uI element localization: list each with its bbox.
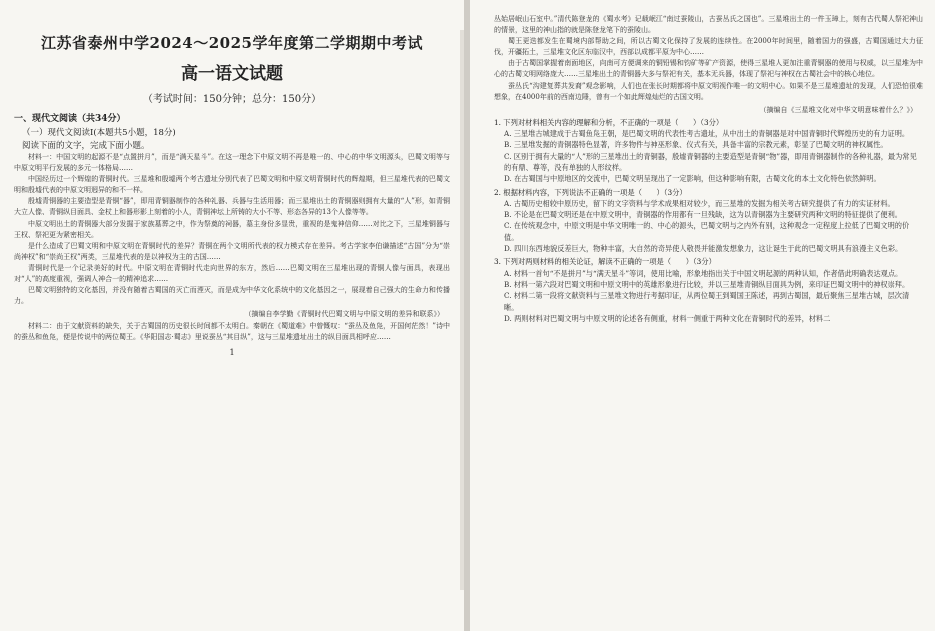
section-heading: 一、现代文阅读（共34分） (14, 114, 126, 124)
question-2: 2. 根据材料内容，下列说法不正确的一项是（ ）（3分） (494, 187, 687, 197)
option-3b: B. 材料一第六段对巴蜀文明和中原文明中的英雄形象进行比较，并以三星堆青铜纵目面具为例，来印证巴蜀文明中的神权崇拜。 (504, 279, 910, 289)
paragraph: 中国经历过一个辉煌的青铜时代。三星堆和殷墟两个考古遗址分别代表了巴蜀文明和中原文明青铜时代的辉煌期，但三星堆代表的巴蜀文明和殷墟代表的中原文明迥异的和不一样。 (14, 175, 450, 195)
option-1b: B. 三星堆发掘的青铜器特色显著，许多物件与神巫形象、仪式有关，具备丰富的宗教元素，彰显了巴蜀文明的神权属性。 (504, 140, 888, 150)
subsection-heading: （一）现代文阅读Ⅰ(本题共5小题，18分) (22, 128, 176, 138)
option-2c: C. 在传统观念中，中原文明是中华文明唯一的、中心的源头，巴蜀文明与之内外有别，这种观念一定程度上拉低了巴蜀文明的价值。 (504, 221, 910, 242)
left-page (0, 0, 464, 631)
paragraph: 材料一：中国文明的起源不是“点置拼月”，而是“满天星斗”。在这一理念下中原文明不再是唯一的、中心的中华文明源头，巴蜀文明等与中原文明平行发展的多元一体格局…… (14, 153, 450, 173)
paragraph: 中原文明出土的青铜器大部分发掘于家族墓葬之中，作为祭奠的祠器，墓主身份多显贵，重视的是鬼神信仰……对比之下，三星堆铜器与王权、祭祀更为紧密相关。 (14, 219, 450, 239)
subsection-instruction: 阅读下面的文字，完成下面小题。 (22, 141, 150, 151)
option-1a: A. 三星堆古城建成于古蜀鱼凫王朝，是巴蜀文明的代表性考古遗址，从中出土的青铜器是对中国青铜时代辉煌历史的有力证明。 (504, 129, 910, 139)
page-number: 1 (229, 347, 235, 357)
paragraph: 是什么造成了巴蜀文明和中原文明在青铜时代的差异？青铜在两个文明所代表的权力模式存在差异。考古学家李伯谦描述“古国”分为“崇尚神权”和“崇尚王权”两类，三星堆代表的是以神权为主的古国…… (14, 241, 450, 261)
option-2a: A. 古蜀历史相较中原历史，留下的文字资料与学术成果相对较少，而三星堆的发掘为相关考古研究提供了有力的实证材料。 (504, 198, 895, 208)
paragraph: 蚕丛氏“沟建复葬共发裔”观念影响，人们也在张长时期都将中原文明视作唯一的文明中心。如果不是三星堆遗址的发现，人们恐怕很难想象，在4000年前的西南边陲，曾有一个如此辉煌灿烂的古国文明。 (494, 81, 923, 101)
question-3: 3. 下列对两则材料的相关论证，解读不正确的一项是（ ）（3分） (494, 257, 716, 267)
exam-meta: （考试时间：150分钟；总分：150分） (142, 94, 322, 105)
option-1d: D. 在古蜀国与中原地区的交流中，巴蜀文明呈现出了一定影响，但这种影响有限，古蜀文化的本土文化特色依然鲜明。 (504, 174, 881, 184)
paragraph: 蜀王更迭都发生在蜀境内部帮助之间，所以古蜀文化保持了发展的连续性。在2000年时间里，随着国力的强盛，古蜀国通过大力征伐，开疆拓土，三星堆文化区东临汉中，西部以成都平原为中心…… (494, 37, 923, 57)
option-1c: C. 区别于拥有大量的“人”形的三星堆出土的青铜器，殷墟青铜器的主要造型是青铜“物”器，即用青铜器制作的各种礼器，最为常见的有鼎、尊等，没有单独的人形纹样。 (504, 151, 917, 172)
right-page (470, 0, 935, 631)
source-citation: （摘编自李学勤《青铜时代巴蜀文明与中原文明的差异和联系》） (244, 310, 444, 319)
question-1: 1. 下列对材料相关内容的理解和分析，不正确的一项是（ ）（3分） (494, 117, 724, 127)
option-2b: B. 不论是在巴蜀文明还是在中原文明中，青铜器的作用都有一旦残缺，这为以青铜器为主要研究两种文明的特征提供了便利。 (504, 210, 902, 220)
option-2d: D. 四川东西地貌反差巨大，物种丰富，大自然的奇异使人敬畏并能激发想象力，这让诞生于此的巴蜀文明具有浪漫主义色彩。 (504, 244, 903, 254)
option-3c: C. 材料二第一段将文献资料与三星堆文物进行考据印证，从两位蜀王到蜀国王陈述，再到古蜀国，最后聚焦三星堆古城，层次清晰。 (504, 291, 910, 312)
exam-subtitle: 高一语文试题 (181, 64, 283, 84)
paragraph: 丛始居岷山石室中。”清代陈登龙的《蜀水考》记载岷江“南过蚕陵山，古蚕丛氏之国也”。三星堆出土的一件玉璋上，刻有古代蜀人祭祀神山的情景，这里的神山指的就是陈登龙笔下的蚕陵山。 (494, 15, 923, 35)
paragraph: 由于古蜀国掌握着南面地区，向南可方便调来的铜铅锡和钧矿等矿产资源，使得三星堆人更加注重青铜器的使用与权威，以三星堆为中心的古蜀文明网络庞大……三星堆出土的青铜器大多与祭祀有关，基本无兵器，体现了祭祀与神权在古蜀社会中的核心地位。 (494, 59, 923, 79)
paragraph: 青铜时代是一个记录美好的时代。中原文明在青铜时代走向世界的东方，然后……巴蜀文明在三星堆出现的青铜人像与面具，表现出对“人”的高度重视，强调人神合一的精神追求…… (14, 263, 450, 284)
option-3a: A. 材料一首句“不是拼月”与“满天星斗”等词，使用比喻，形象地指出关于中国文明起源的两种认知，作者借此明确表达观点。 (504, 268, 903, 278)
exam-title: 江苏省泰州中学2024～2025学年度第二学期期中考试 (41, 34, 423, 52)
paragraph: 巴蜀文明独特的文化基因，并没有随着古蜀国的灭亡而湮灭，而是成为中华文化系统中的文化基因之一，展现着自己强大的生命力和传播力。 (14, 286, 450, 306)
paragraph: 殷墟青铜器的主要造型是青铜“器”，即用青铜器制作的各种礼器、兵器与生活用器；而三星堆出土的青铜器则拥有大量的“人”形，如青铜大立人像、青铜纵目面具、金杖上和器形影上刻着的小人，青铜神坛上所铸的大小不等、形态各异的13个人像等等。 (14, 197, 450, 217)
paragraph: 材料二：由于文献资料的缺失，关于古蜀国的历史很长时间都不太明白。秦朝在《蜀道难》中曾慨叹：“蚕丛及鱼凫，开国何茫然！”诗中的蚕丛和鱼凫，便是传说中的两位蜀王。《华阳国志·蜀志》里说蚕丛“其目纵”，这与三星堆遗址出土的纵目面具相呼应…… (14, 322, 450, 342)
source-citation: （摘编自《三星堆文化对中华文明意味着什么？》） (759, 105, 917, 114)
option-3d: D. 两则材料对巴蜀文明与中原文明的论述各有侧重，材料一侧重于两种文化在青铜时代的差异，材料二 (504, 313, 831, 323)
